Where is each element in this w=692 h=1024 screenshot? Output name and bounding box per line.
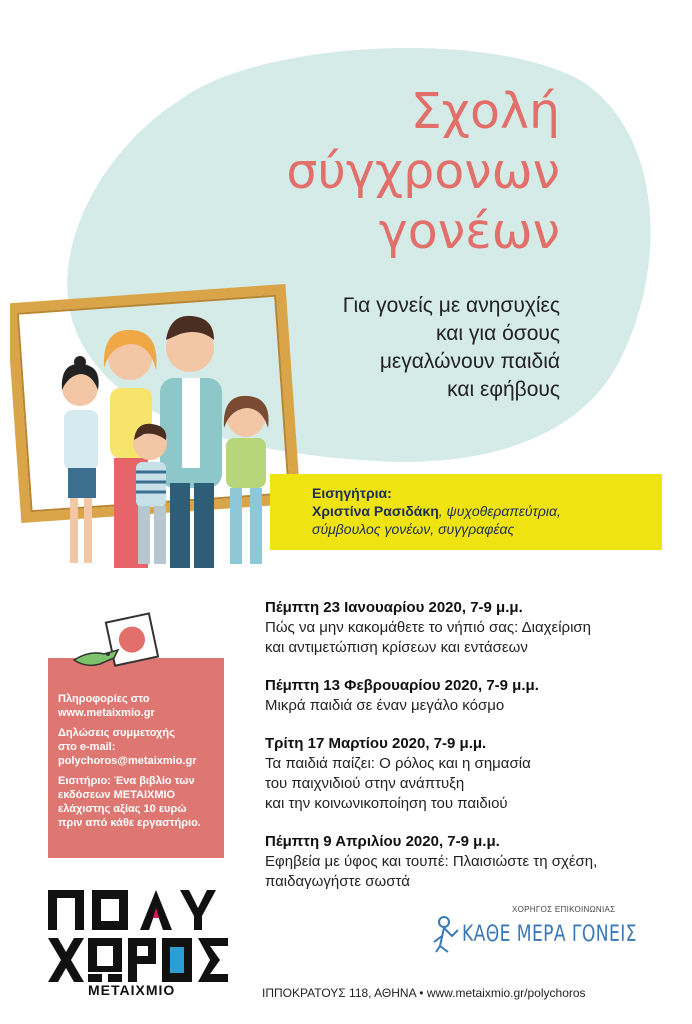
sponsor-name: ΚΑΘΕ ΜΕΡΑ ΓΟΝΕΙΣ xyxy=(462,922,637,947)
event-desc: Εφηβεία με ύφος και τουπέ: Πλαισιώστε τη σχέση, xyxy=(265,853,598,870)
info-line: εκδόσεων ΜΕΤΑΙΧΜΙΟ xyxy=(58,789,176,801)
event-item xyxy=(265,832,665,892)
speaker-name: Χριστίνα Ρασιδάκη xyxy=(312,503,439,519)
info-line: Πληροφορίες στο xyxy=(58,693,150,705)
info-line: πριν από κάθε εργαστήριο. xyxy=(58,817,201,829)
footer-address: ΙΠΠΟΚΡΑΤΟΥΣ 118, ΑΘΗΝΑ • www.metaixmio.gr/polychoros xyxy=(262,986,586,1000)
speaker-info xyxy=(312,484,561,538)
event-desc: παιδαγωγήστε σωστά xyxy=(265,873,410,890)
event-date: Πέμπτη 23 Ιανουαρίου 2020, 7-9 μ.μ. xyxy=(265,599,523,616)
event-item xyxy=(265,676,665,716)
event-date: Πέμπτη 13 Φεβρουαρίου 2020, 7-9 μ.μ. xyxy=(265,677,539,694)
event-desc: Μικρά παιδιά σε έναν μεγάλο κόσμο xyxy=(265,697,505,714)
info-line: Δηλώσεις συμμετοχής xyxy=(58,727,175,739)
speaker-label: Εισηγήτρια: xyxy=(312,485,392,501)
event-desc: και την κοινωνικοποίηση του παιδιού xyxy=(265,795,508,812)
event-item xyxy=(265,598,665,658)
event-desc: και αντιμετώπιση κρίσεων και εντάσεων xyxy=(265,639,528,656)
family-illustration xyxy=(10,278,310,588)
subtitle: Για γονείς με ανησυχίες και για όσους μεγαλώνουν παιδιά και εφήβους xyxy=(342,294,560,401)
speaker-role-1: , ψυχοθεραπεύτρια, xyxy=(438,503,561,519)
speaker-role-2: σύμβουλος γονέων, συγγραφέας xyxy=(312,521,515,537)
info-line: ελάχιστης αξίας 10 ευρώ xyxy=(58,803,187,815)
events-list xyxy=(265,598,665,910)
event-desc: Πώς να μην κακομάθετε το νήπιό σας: Διαχείριση xyxy=(265,619,592,636)
event-desc: Τα παιδιά παίζει: Ο ρόλος και η σημασία xyxy=(265,755,531,772)
info-line: Εισιτήριο: Ένα βιβλίο των xyxy=(58,775,195,787)
info-line: στο e-mail: xyxy=(58,741,116,753)
page-title: Σχολή σύγχρονων γονέων xyxy=(286,83,560,260)
sponsor-label: ΧΟΡΗΓΟΣ ΕΠΙΚΟΙΝΩΝΙΑΣ xyxy=(512,905,616,914)
info-website[interactable]: www.metaixmio.gr xyxy=(58,707,155,719)
event-date: Τρίτη 17 Μαρτίου 2020, 7-9 μ.μ. xyxy=(265,735,487,752)
event-date: Πέμπτη 9 Απριλίου 2020, 7-9 μ.μ. xyxy=(265,833,500,850)
event-desc: του παιχνιδιού στην ανάπτυξη xyxy=(265,775,465,792)
info-box xyxy=(48,658,224,858)
event-item xyxy=(265,734,665,814)
book-crocodile-icon xyxy=(70,610,160,680)
info-email[interactable]: polychoros@metaixmio.gr xyxy=(58,755,197,767)
logo-subtitle: ΜΕΤΑΙΧΜΙΟ xyxy=(88,982,176,998)
